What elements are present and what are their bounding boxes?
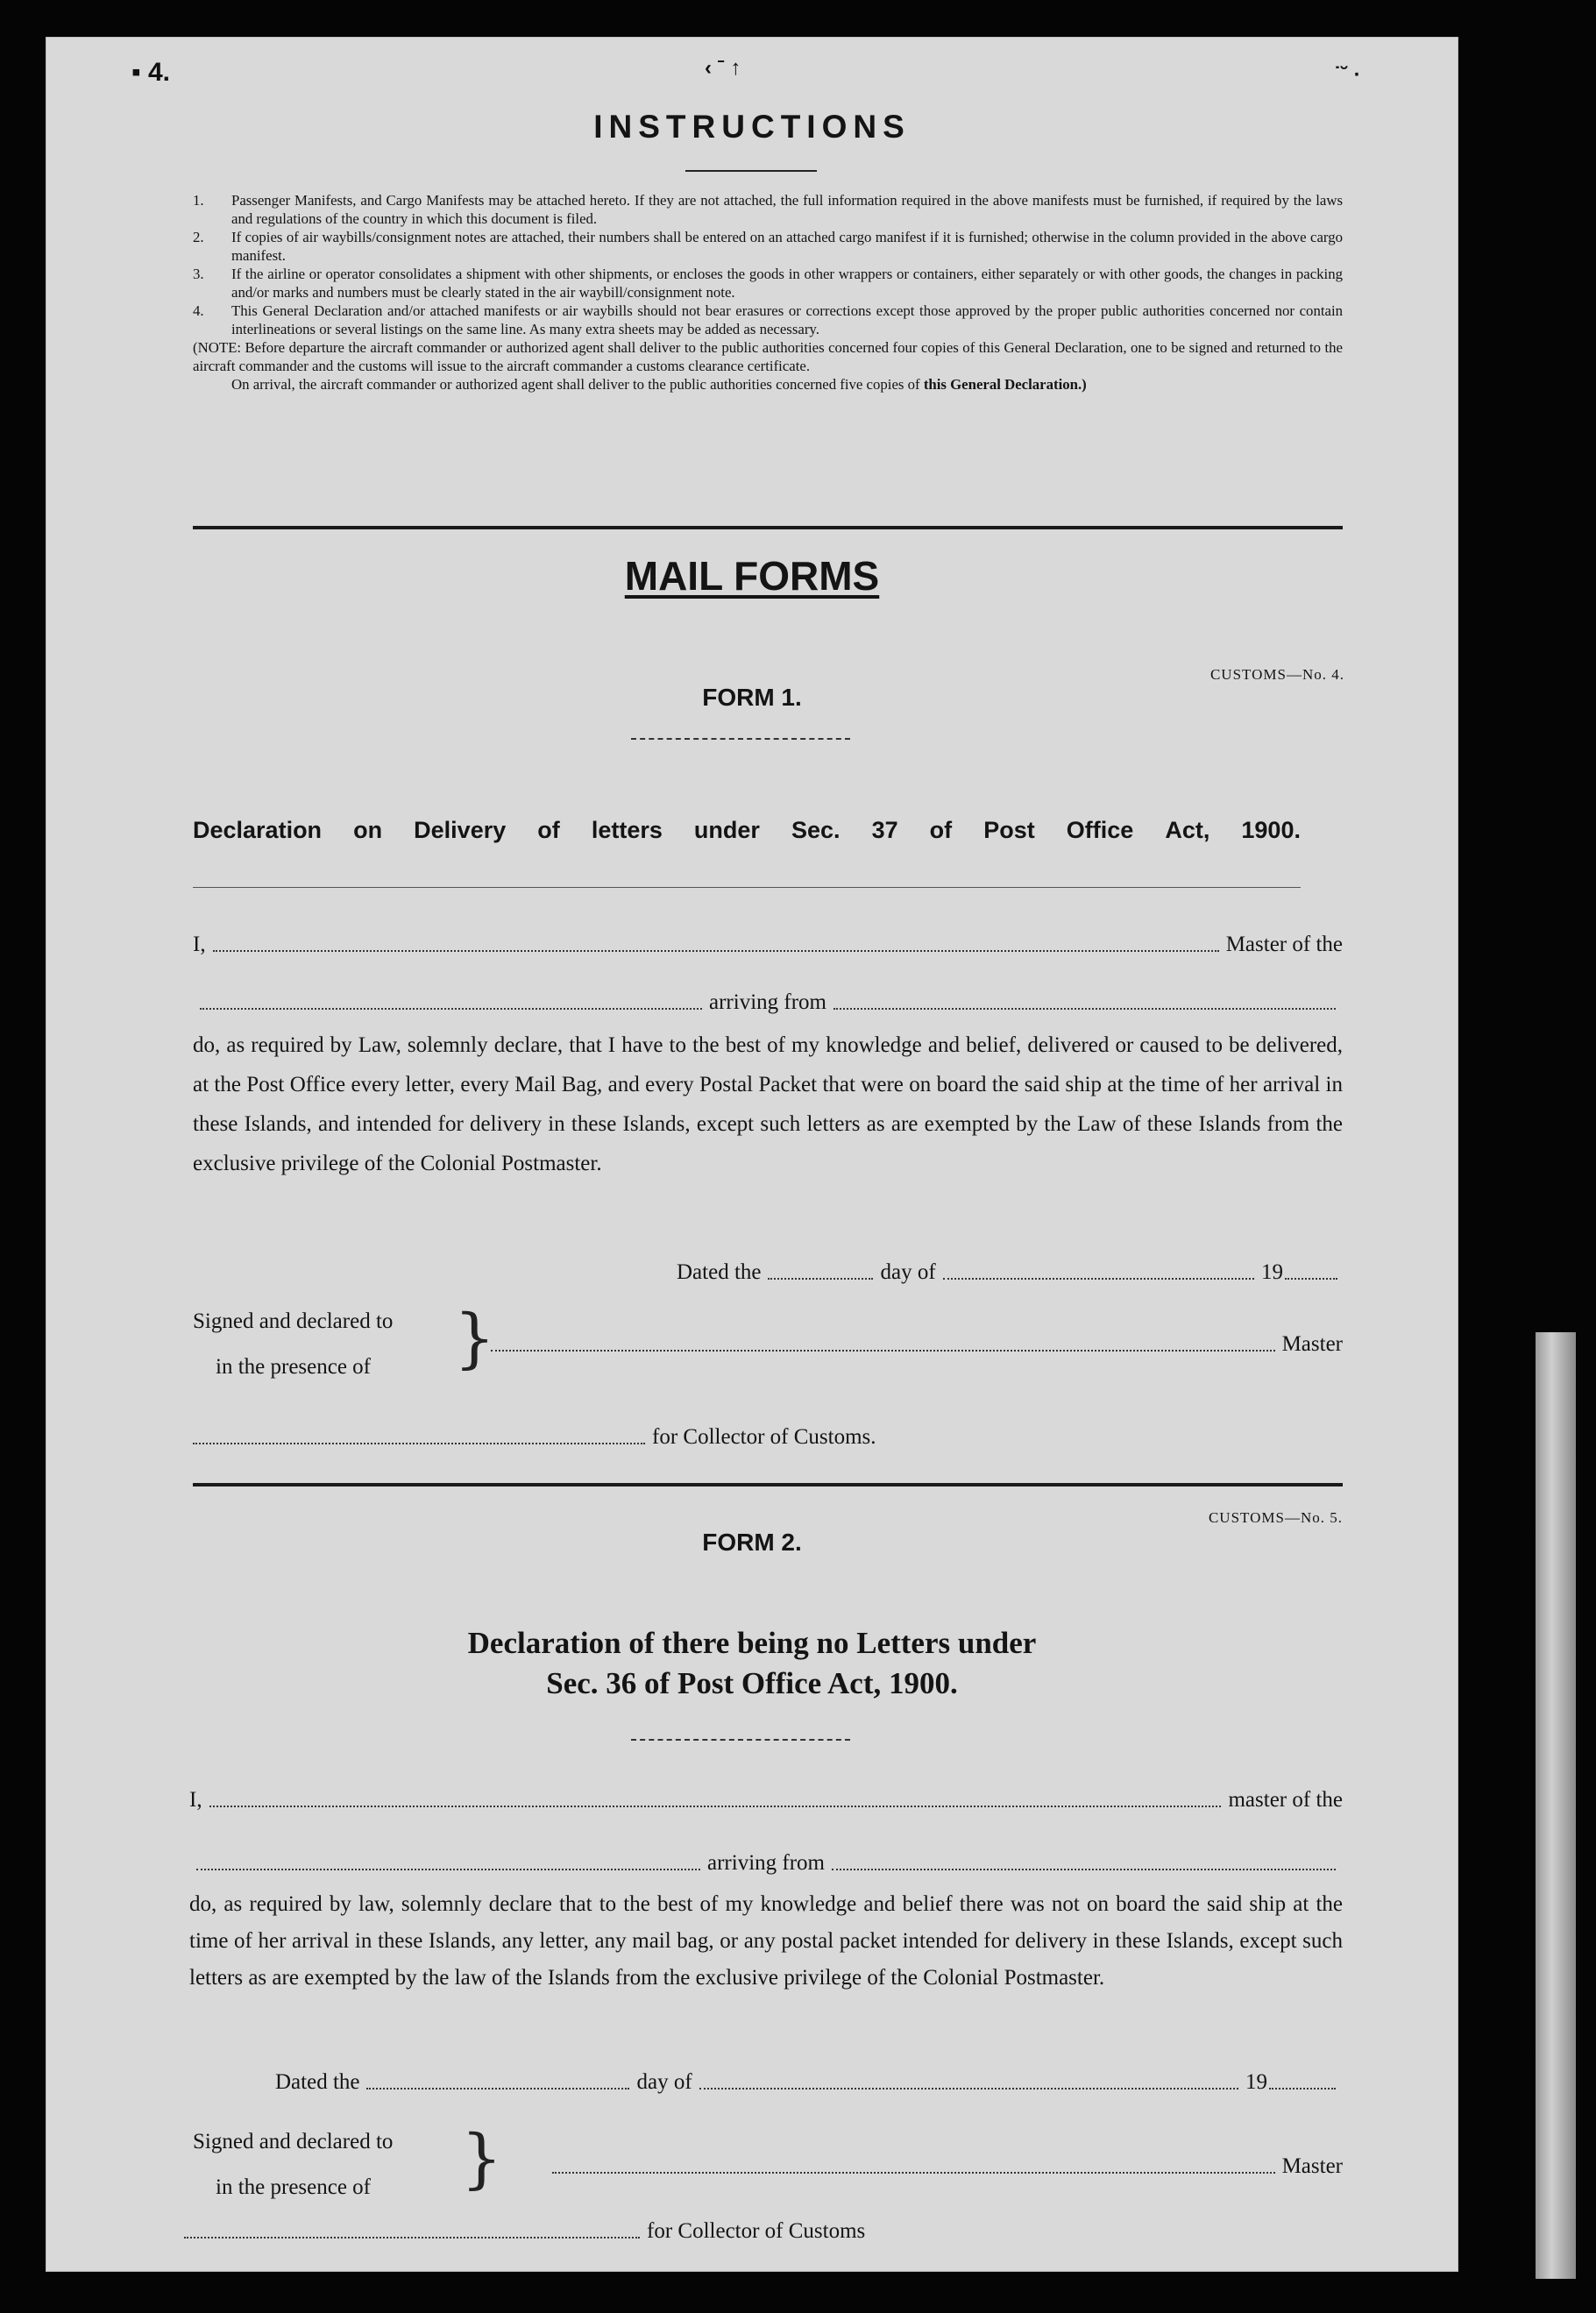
decl-word: Declaration: [193, 817, 323, 843]
ship-name-field[interactable]: [196, 1868, 700, 1870]
decl-word: of: [929, 817, 953, 843]
note-text: (NOTE: Before departure the aircraft commander or authorized agent shall deliver to the public authorities concerned four copies of this General Declaration, one to be signed and returned to the aircraft commander and the customs will issue to the aircraft commander a customs clearance certificate.: [193, 339, 1343, 374]
form1-arriving-line: [193, 990, 1343, 1015]
master-name-field[interactable]: [209, 1805, 1222, 1807]
instruction-text: If the airline or operator consolidates a shipment with other shipments, or encloses the goods in other wrappers or containers, either separately or with other goods, the changes in packing and/or marks and numbers must be clearly stated in the air waybill/consignment note.: [231, 266, 1343, 301]
form1-master-line: [193, 933, 1343, 957]
instruction-text: If copies of air waybills/consignment notes are attached, their numbers shall be entered on an attached cargo manifest if it is furnished; otherwise in the column provided in the above cargo manifest.: [231, 229, 1343, 264]
instruction-number: 3.: [193, 266, 204, 282]
brace-icon: }: [454, 1301, 496, 1376]
form1-master-signature-line: [484, 1332, 1343, 1357]
master-label: Master: [1281, 2154, 1343, 2178]
page-mark-right: ˙˘ ·: [1334, 63, 1361, 87]
form2-title-line1: Declaration of there being no Letters under: [467, 1626, 1037, 1660]
form2-presence-label: in the presence of: [216, 2175, 372, 2199]
instruction-item: [193, 228, 1343, 265]
instruction-item: [193, 191, 1343, 228]
date-day-field[interactable]: [366, 2087, 629, 2090]
form2-dated-line: [275, 2070, 1343, 2095]
form2-arriving-line: [189, 1851, 1343, 1876]
form1-customs-number: CUSTOMS—No. 4.: [1209, 666, 1344, 683]
instruction-item: [193, 265, 1343, 302]
form2-master-line: [189, 1788, 1343, 1813]
ship-name-field[interactable]: [200, 1007, 702, 1010]
form2-signed-label: Signed and declared to: [193, 2130, 394, 2153]
master-signature-field[interactable]: [491, 1349, 1275, 1352]
collector-signature-field[interactable]: [193, 1442, 645, 1444]
note-closing: this General Declaration.): [923, 376, 1087, 393]
instructions-note: [193, 338, 1343, 394]
year-prefix: 19: [1245, 2070, 1267, 2094]
form1-declaration-title: [193, 817, 1301, 844]
note-arrival: On arrival, the aircraft commander or authorized agent shall deliver to the public authorities concerned five copies of: [231, 376, 920, 393]
form1-collector-line: [193, 1425, 1025, 1450]
decl-word: on: [353, 817, 383, 843]
master-of-the-label: master of the: [1228, 1788, 1343, 1812]
year-prefix: 19: [1261, 1260, 1283, 1284]
form1-dated-line: [677, 1260, 1344, 1285]
date-year-field[interactable]: [1269, 2087, 1336, 2090]
instructions-title-rule: [685, 170, 817, 172]
instructions-title: INSTRUCTIONS: [593, 109, 911, 145]
form2-title-line2: Sec. 36 of Post Office Act, 1900.: [546, 1666, 958, 1700]
day-of-label: day of: [636, 2070, 692, 2094]
date-day-field[interactable]: [768, 1277, 873, 1280]
decl-word: under: [693, 817, 760, 843]
decl-word: Office: [1066, 817, 1134, 843]
note-arrival-text: [193, 375, 1343, 394]
form1-declaration-body: do, as required by Law, solemnly declare, that I have to the best of my knowledge and belief, delivered or caused to be delivered, at the Post Office every letter, every Mail Bag, and every Postal Packet that were on board the said ship at the time of her arrival in these Islands, and intended for delivery in these Islands, except such letters as are exempted by the Law of these Islands from the exclusive privilege of the Colonial Postmaster.: [193, 1033, 1343, 1175]
form2-heading: FORM 2.: [702, 1529, 802, 1556]
i-label: I,: [189, 1788, 202, 1812]
form1-signed-label: Signed and declared to: [193, 1309, 394, 1333]
decl-word: 37: [871, 817, 898, 843]
arriving-from-label: arriving from: [707, 1851, 825, 1875]
origin-field[interactable]: [833, 1007, 1336, 1010]
master-signature-field[interactable]: [552, 2171, 1275, 2174]
decl-word: Act,: [1165, 817, 1210, 843]
decl-word: letters: [591, 817, 663, 843]
form2-customs-number: CUSTOMS—No. 5.: [1208, 1509, 1343, 1526]
master-of-the-label: Master of the: [1225, 933, 1343, 956]
instruction-number: 4.: [193, 302, 204, 319]
date-month-field[interactable]: [699, 2087, 1238, 2090]
section-divider: [193, 526, 1343, 529]
form1-presence-label: in the presence of: [216, 1355, 372, 1379]
form2-master-signature-line: [545, 2154, 1343, 2179]
instruction-number: 1.: [193, 192, 204, 209]
dated-the-label: Dated the: [677, 1260, 762, 1284]
form-divider: [193, 1483, 1343, 1486]
instruction-text: Passenger Manifests, and Cargo Manifests may be attached hereto. If they are not attached, the full information required in the above manifests must be furnished, if required by the laws and regulations of the country in which this document is filed.: [231, 192, 1343, 227]
form2-collector-line: [184, 2219, 990, 2244]
brace-icon: }: [461, 2121, 503, 2196]
collector-label: for Collector of Customs: [647, 2219, 866, 2243]
decl-word: Sec.: [791, 817, 841, 843]
origin-field[interactable]: [832, 1868, 1336, 1870]
instruction-number: 2.: [193, 229, 204, 245]
master-name-field[interactable]: [213, 949, 1219, 952]
decl-word: Delivery: [414, 817, 507, 843]
mail-forms-title: MAIL FORMS: [624, 553, 880, 599]
form1-heading-rule: [631, 738, 850, 740]
dated-the-label: Dated the: [275, 2070, 360, 2094]
collector-label: for Collector of Customs.: [652, 1425, 876, 1449]
instruction-item: [193, 302, 1343, 338]
arriving-from-label: arriving from: [709, 990, 826, 1014]
page-mark-center: ‹ ˉ ↑: [705, 56, 741, 80]
i-label: I,: [193, 933, 206, 956]
decl-word: Post: [983, 817, 1035, 843]
day-of-label: day of: [880, 1260, 936, 1284]
master-label: Master: [1281, 1332, 1343, 1356]
decl-word: 1900.: [1241, 817, 1301, 843]
form1-heading: FORM 1.: [702, 684, 802, 711]
form2-declaration-body: do, as required by law, solemnly declare that to the best of my knowledge and belief there was not on board the said ship at the time of her arrival in these Islands, any letter, any mail bag, or any postal packet intended for delivery in these Islands, except such letters as are exempted by the law of the Islands from the exclusive privilege of the Colonial Postmaster.: [189, 1892, 1343, 1990]
decl-word: of: [537, 817, 560, 843]
instructions-list: [193, 191, 1343, 394]
form2-declaration-title: [46, 1623, 1458, 1704]
instruction-text: This General Declaration and/or attached manifests or air waybills should not bear erasures or corrections except those approved by the proper public authorities concerned nor contain interlineations or several listings on the same line. As many extra sheets may be added as necessary.: [231, 302, 1343, 337]
collector-signature-field[interactable]: [184, 2236, 640, 2239]
document-page: [46, 37, 1458, 2272]
page-mark-left: ▪ 4.: [131, 58, 170, 87]
form2-heading-rule: [631, 1739, 850, 1741]
form1-title-rule: [193, 887, 1301, 888]
adjacent-page-edge: [1536, 1332, 1576, 2279]
date-year-field[interactable]: [1285, 1277, 1337, 1280]
date-month-field[interactable]: [943, 1277, 1254, 1280]
